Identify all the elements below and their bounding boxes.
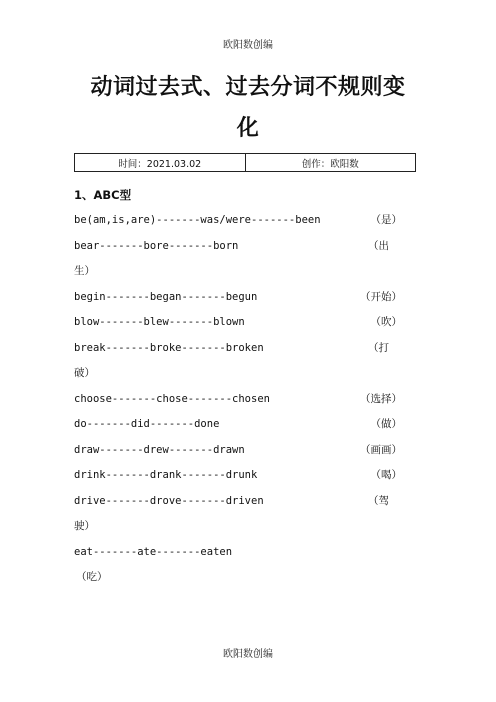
page-header: 欧阳数创编 (223, 40, 273, 51)
document-title: 动词过去式、过去分词不规则变 (90, 75, 406, 100)
verb-forms: do-------did-------done (74, 418, 220, 430)
verb-forms: begin-------began-------begun (74, 290, 258, 303)
section-heading: 1、ABC型 (74, 188, 132, 202)
verb-forms: eat-------ate-------eaten (74, 545, 233, 558)
document-title-continuation: 化 (236, 116, 260, 141)
verb-forms: draw-------drew-------drawn (74, 443, 245, 456)
verb-meaning: （是） (370, 214, 402, 226)
verb-forms: be(am,is,are)-------was/were-------been (74, 214, 321, 226)
verb-meaning-wrap: 生） (74, 265, 95, 277)
verb-meaning: （打 (368, 341, 389, 354)
page-footer: 欧阳数创编 (223, 649, 273, 660)
verb-meaning: （吹） (370, 316, 402, 328)
verb-meaning: （选择） (360, 392, 402, 405)
verb-forms: blow-------blew-------blown (74, 316, 245, 328)
verb-forms: break-------broke-------broken (74, 341, 264, 354)
verb-meaning: （画画） (360, 443, 402, 456)
verb-forms: drink-------drank-------drunk (74, 469, 258, 481)
verb-meaning: （驾 (368, 494, 389, 507)
verb-meaning: （做） (370, 418, 402, 430)
verb-meaning: （喝） (370, 469, 402, 481)
verb-meaning-wrap: 破） (74, 367, 95, 379)
meta-time-cell: 时间：2021.03.02 (118, 158, 202, 170)
verb-forms: bear-------bore-------born (74, 239, 239, 252)
verb-meaning: （开始） (360, 290, 402, 303)
verb-meaning-wrap: （吃） (76, 571, 108, 583)
meta-author-cell: 创作：欧阳数 (245, 154, 416, 171)
verb-forms: choose-------chose-------chosen (74, 392, 270, 405)
verb-forms: drive-------drove-------driven (74, 494, 264, 507)
verb-meaning-wrap: 驶） (74, 520, 95, 532)
verb-meaning: （出 (368, 239, 389, 252)
